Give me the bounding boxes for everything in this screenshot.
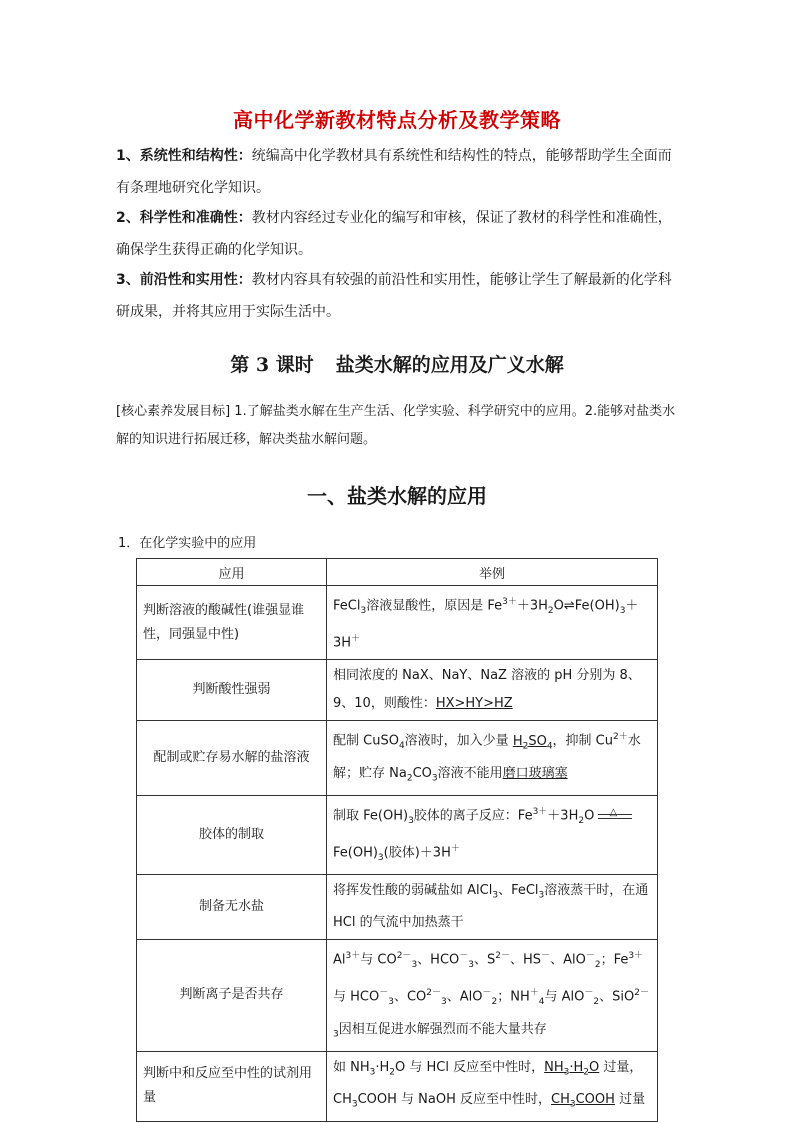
intro-text-3: 教材内容具有较强的前沿性和实用性，能够让学生了解最新的化学科研成果，并将其应用于实际生活中。	[116, 272, 672, 320]
example-cell: FeCl$_3$溶液显酸性，原因是 $Fe^{3+}+3H_2O\rightleftharpoons Fe(OH)_3+3H^+$	[327, 586, 658, 660]
intro-text-1: 统编高中化学教材具有系统性和结构性的特点，能够帮助学生全面而有条理地研究化学知识。	[116, 148, 672, 196]
example-cell: 相同浓度的 NaX、NaY、NaZ 溶液的 pH 分别为 8、9、10，则酸性：HX>HY>HZ	[327, 660, 658, 721]
table-header-row	[137, 559, 658, 586]
application-cell: 胶体的制取	[137, 795, 327, 874]
example-cell: 制取 $Fe(OH)_3$胶体的离子反应：$Fe^{3+}+3H_2O$ △ $Fe(OH)_3$(胶体)＋3H＋	[327, 795, 658, 874]
intro-text-2: 教材内容经过专业化的编写和审核，保证了教材的科学性和准确性，确保学生获得正确的化学知识。	[116, 210, 672, 258]
answer-blank: $NH_3\cdot H_2O$	[544, 1059, 600, 1078]
example-cell: 配制 CuSO$_4$溶液时，加入少量 $H_2SO_4$，抑制 $Cu^{2+}$水解；贮存 $Na_2CO_3$溶液不能用磨口玻璃塞	[327, 721, 658, 796]
lesson-number: 第 3 课时	[230, 354, 314, 376]
core-goals-label: [核心素养发展目标]	[116, 404, 231, 419]
intro-lead-2: 2、科学性和准确性：	[116, 210, 252, 226]
application-cell: 判断离子是否共存	[137, 940, 327, 1051]
example-cell: $Al^{3+}$与 $CO^{2-}_3$、$HCO^-_3$、$S^{2-}$、HS－、AlO－$_2$；$Fe^{3+}$与 $HCO^-_3$、$CO^{2-}_3$、AlO－$_2$；$NH^+_4$与 AlO－$_2$、SiO$^{2-}_3$因相互促进水解强烈而不能大量共存	[327, 940, 658, 1051]
table-row	[137, 721, 658, 796]
intro-lead-1: 1、系统性和结构性：	[116, 148, 252, 164]
example-cell: 将挥发性酸的弱碱盐如 AlCl$_3$、FeCl$_3$溶液蒸干时，在通 HCl 的气流中加热蒸干	[327, 874, 658, 940]
core-goals-text: 1.了解盐类水解在生产生活、化学实验、科学研究中的应用。2.能够对盐类水解的知识进行拓展迁移，解决类盐水解问题。	[116, 404, 676, 447]
heat-equals-icon: △	[598, 809, 632, 823]
answer-blank: 磨口玻璃塞	[502, 766, 568, 782]
application-cell: 判断溶液的酸碱性(谁强显谁性，同强显中性)	[137, 586, 327, 660]
intro-paragraph-2	[116, 202, 682, 266]
column-header-example: 举例	[327, 559, 658, 586]
column-header-application: 应用	[137, 559, 327, 586]
table-row	[137, 660, 658, 721]
section-heading: 一、盐类水解的应用	[307, 484, 487, 508]
table-row	[137, 586, 658, 660]
core-goals	[116, 398, 682, 454]
applications-table	[136, 558, 658, 1122]
answer-blank: $CH_3COOH$	[551, 1092, 615, 1110]
table-row	[137, 874, 658, 940]
intro-paragraph-3	[116, 264, 682, 328]
reversible-arrow-icon: ⇌	[563, 598, 575, 614]
answer-blank: HX>HY>HZ	[435, 696, 513, 712]
intro-lead-3: 3、前沿性和实用性：	[116, 272, 252, 288]
table-row	[137, 940, 658, 1051]
intro-paragraph-1	[116, 140, 682, 204]
answer-blank: $H_2SO_4$	[512, 733, 553, 752]
document-title: 高中化学新教材特点分析及教学策略	[233, 108, 561, 132]
table-row	[137, 795, 658, 874]
application-cell: 配制或贮存易水解的盐溶液	[137, 721, 327, 796]
lesson-name: 盐类水解的应用及广义水解	[335, 354, 564, 376]
section-subheading: 1．在化学实验中的应用	[118, 536, 257, 551]
application-cell: 制备无水盐	[137, 874, 327, 940]
application-cell: 判断中和反应至中性的试剂用量	[137, 1051, 327, 1121]
example-cell: 如 $NH_3\cdot H_2O$ 与 HCl 反应至中性时，$NH_3\cdot H_2O$ 过量，$CH_3COOH$ 与 NaOH 反应至中性时，$CH_3COOH$ 过量	[327, 1051, 658, 1121]
table-row	[137, 1051, 658, 1121]
application-cell: 判断酸性强弱	[137, 660, 327, 721]
lesson-heading	[0, 350, 794, 377]
